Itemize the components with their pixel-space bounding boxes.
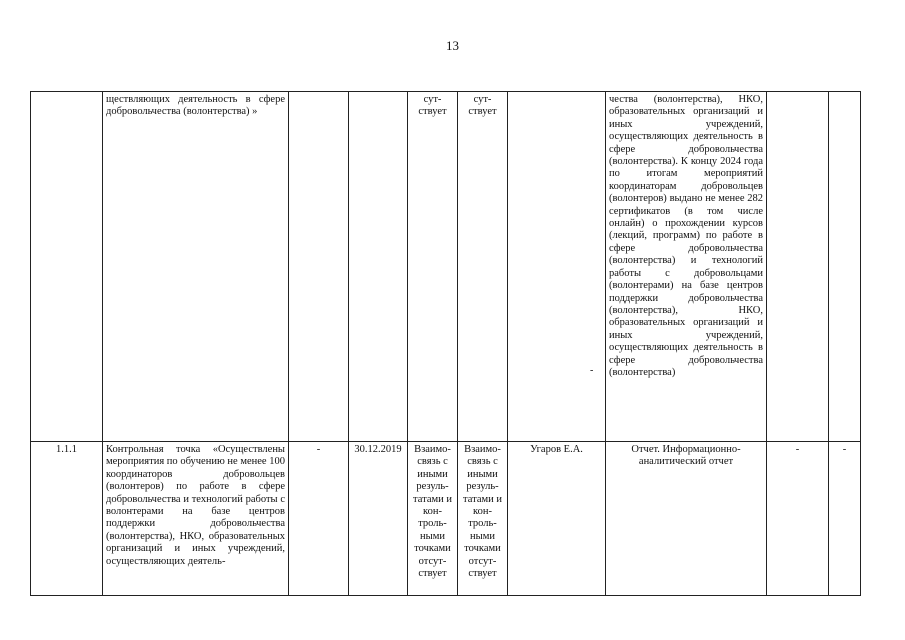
relation-cell-a: Взаимо-связь с иными резуль-татами и кон-троль-ными точками отсут-ствует bbox=[408, 442, 458, 596]
stray-mark: - bbox=[590, 365, 594, 376]
row-number-cell: 1.1.1 bbox=[31, 442, 103, 596]
responsible-cell bbox=[508, 92, 606, 442]
plan-table bbox=[30, 91, 861, 596]
extra-cell-b bbox=[829, 92, 861, 442]
description-cell: Отчет. Информационно-аналитический отчет bbox=[606, 442, 767, 596]
event-name-cell: ществляющих деятельность в сфере добровольчества (волонтерства) » bbox=[103, 92, 289, 442]
date-cell bbox=[349, 92, 408, 442]
row-number-cell bbox=[31, 92, 103, 442]
start-cell bbox=[289, 92, 349, 442]
page-number: 13 bbox=[446, 38, 459, 53]
start-cell: - bbox=[289, 442, 349, 596]
extra-cell-a bbox=[767, 92, 829, 442]
extra-cell-a: - bbox=[767, 442, 829, 596]
relation-cell-b: сут-ствует bbox=[458, 92, 508, 442]
date-cell: 30.12.2019 bbox=[349, 442, 408, 596]
relation-cell-b: Взаимо-связь с иными резуль-татами и кон-троль-ными точками отсут-ствует bbox=[458, 442, 508, 596]
event-name-cell: Контрольная точка «Осуществлены мероприятия по обучению не менее 100 координаторов добровольцев (волонтеров) по работе в сфере добровольчества и технологий работы с волонтерами на базе центров поддержки добровольчества (волонтерства), НКО, образовательных организаций и иных учреждений, осуществляющих деятель- bbox=[103, 442, 289, 596]
extra-cell-b: - bbox=[829, 442, 861, 596]
responsible-cell: Угаров Е.А. bbox=[508, 442, 606, 596]
relation-cell-a: сут-ствует bbox=[408, 92, 458, 442]
table-row bbox=[31, 442, 861, 596]
description-cell: чества (волонтерства), НКО, образовательных организаций и иных учреждений, осуществляющих деятельность в сфере добровольчества (волонтерства). К концу 2024 года по итогам мероприятий координаторам добровольцев (волонтеров) выдано не менее 282 сертификатов (в том числе онлайн) о прохождении курсов (лекций, программ) по работе в сфере добровольчества (волонтерства) и технологий работы с добровольцами (волонтерами) на базе центров поддержки добровольчества (волонтерства), НКО, образовательных организаций и иных учреждений, осуществляющих деятельность в сфере добровольчества (волонтерства) bbox=[606, 92, 767, 442]
table-row bbox=[31, 92, 861, 442]
